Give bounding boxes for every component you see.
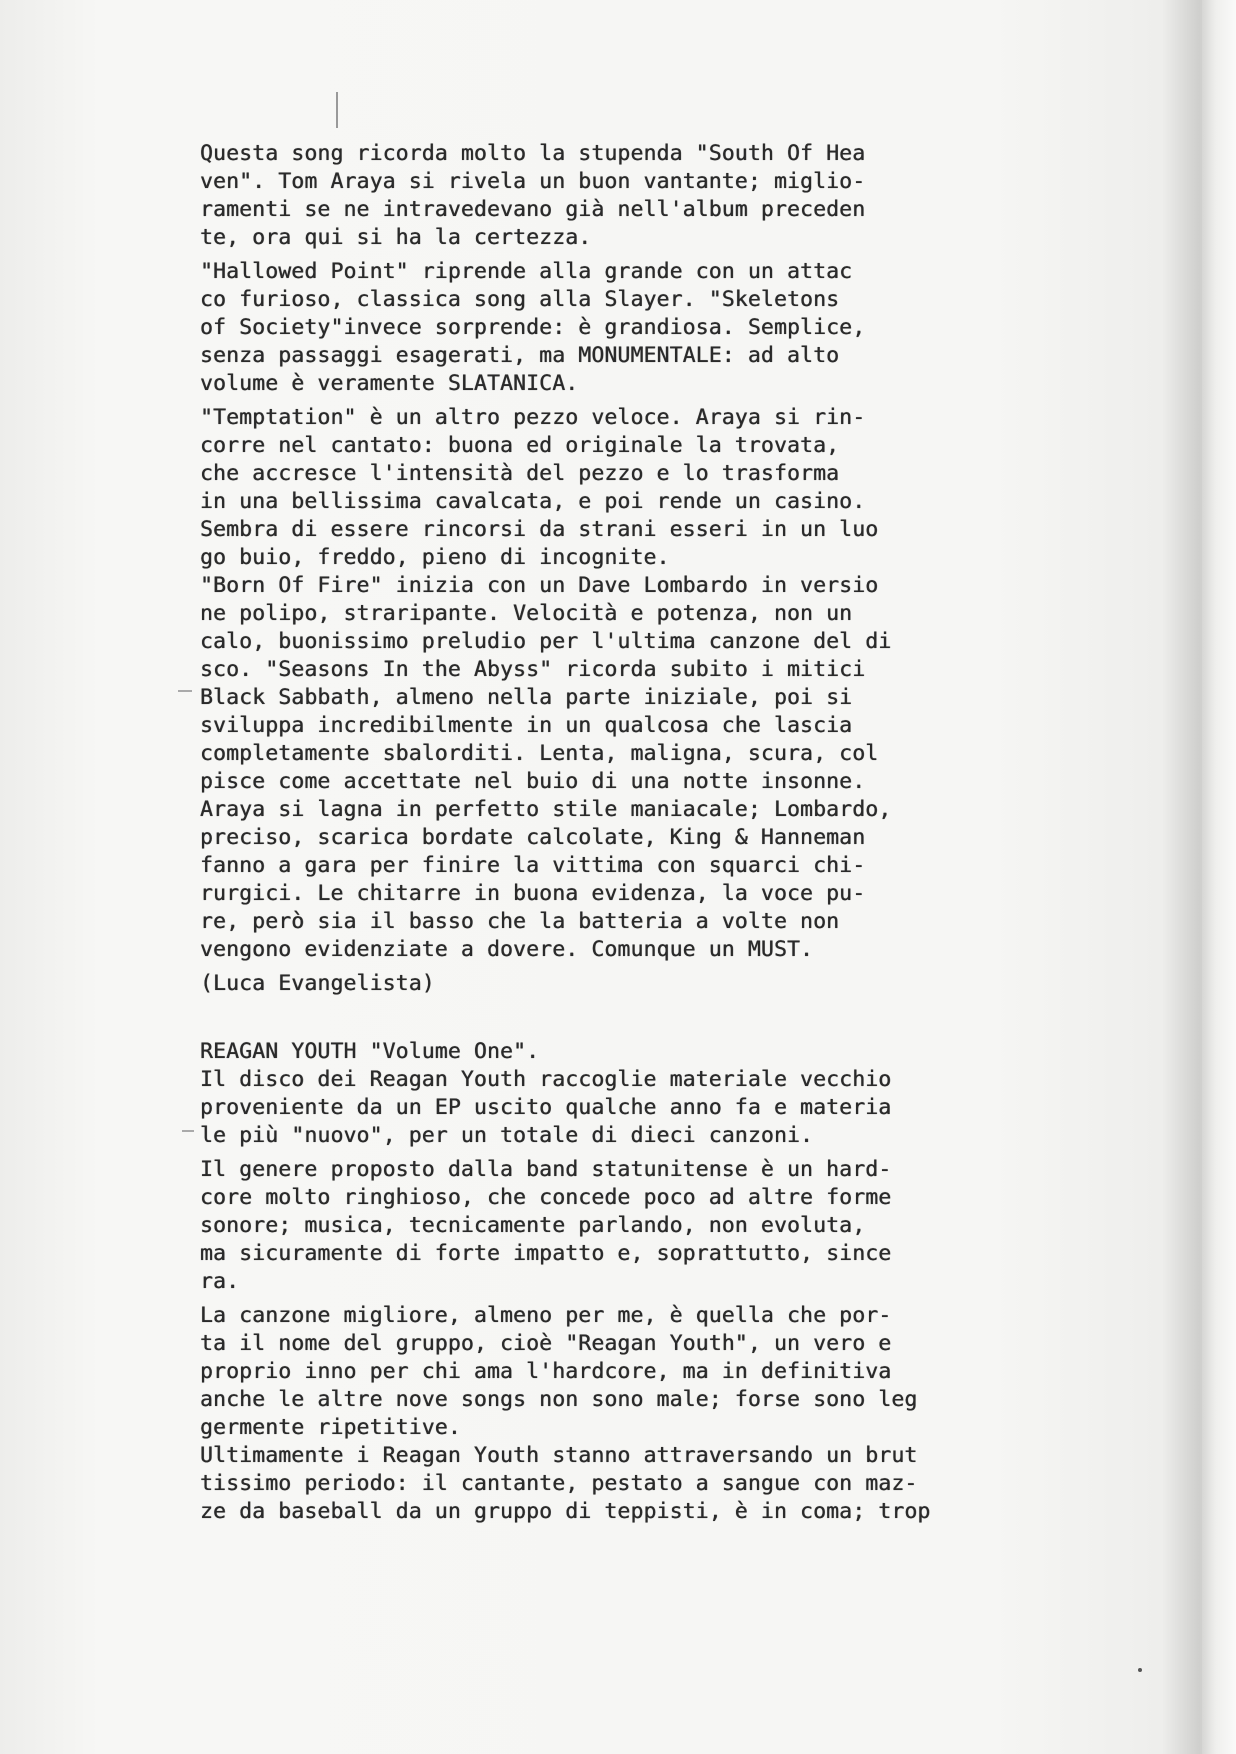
text-line: of Society"invece sorprende: è grandiosa. Semplice, (200, 315, 866, 340)
review-heading: REAGAN YOUTH "Volume One". (200, 1039, 540, 1064)
review-paragraph (200, 1066, 1030, 1150)
author-signature: (Luca Evangelista) (200, 971, 435, 996)
scan-artifact-dot (1138, 1668, 1142, 1672)
text-line: sonore; musica, tecnicamente parlando, non evoluta, (200, 1213, 866, 1238)
text-line: corre nel cantato: buona ed originale la trovata, (200, 433, 840, 458)
typewritten-text (200, 140, 1030, 1532)
review-paragraph (200, 1302, 1030, 1526)
text-line: co furioso, classica song alla Slayer. "Skeletons (200, 287, 840, 312)
text-line: proprio inno per chi ama l'hardcore, ma in definitiva (200, 1359, 892, 1384)
text-line: go buio, freddo, pieno di incognite. (200, 545, 670, 570)
review-paragraph (200, 404, 1030, 964)
text-line: preciso, scarica bordate calcolate, King & Hanneman (200, 825, 866, 850)
scan-artifact-mark (178, 690, 192, 692)
text-line: La canzone migliore, almeno per me, è quella che por- (200, 1303, 892, 1328)
text-line: calo, buonissimo preludio per l'ultima canzone del di (200, 629, 892, 654)
text-line: Ultimamente i Reagan Youth stanno attraversando un brut (200, 1443, 918, 1468)
text-line: ven". Tom Araya si rivela un buon vantante; miglio- (200, 169, 866, 194)
review-paragraph (200, 140, 1030, 252)
text-line: sviluppa incredibilmente in un qualcosa che lascia (200, 713, 853, 738)
text-line: germente ripetitive. (200, 1415, 461, 1440)
text-line: senza passaggi esagerati, ma MONUMENTALE: ad alto (200, 343, 840, 368)
text-line: Il disco dei Reagan Youth raccoglie materiale vecchio (200, 1067, 892, 1092)
text-line: ze da baseball da un gruppo di teppisti, è in coma; trop (200, 1499, 931, 1524)
scan-artifact-mark (182, 1130, 194, 1132)
text-line: che accresce l'intensità del pezzo e lo trasforma (200, 461, 840, 486)
text-line: "Born Of Fire" inizia con un Dave Lombardo in versio (200, 573, 879, 598)
text-line: vengono evidenziate a dovere. Comunque un MUST. (200, 937, 814, 962)
review-paragraph (200, 1156, 1030, 1296)
text-line: anche le altre nove songs non sono male; forse sono leg (200, 1387, 918, 1412)
text-line: tissimo periodo: il cantante, pestato a sangue con maz- (200, 1471, 918, 1496)
text-line: completamente sbalorditi. Lenta, maligna, scura, col (200, 741, 879, 766)
text-line: te, ora qui si ha la certezza. (200, 225, 592, 250)
text-line: re, però sia il basso che la batteria a volte non (200, 909, 840, 934)
text-line: Sembra di essere rincorsi da strani esseri in un luo (200, 517, 879, 542)
review-paragraph (200, 258, 1030, 398)
text-line: ramenti se ne intravedevano già nell'album preceden (200, 197, 866, 222)
text-line: proveniente da un EP uscito qualche anno fa e materia (200, 1095, 892, 1120)
section-gap (200, 1004, 1030, 1038)
text-line: Questa song ricorda molto la stupenda "South Of Hea (200, 141, 866, 166)
text-line: core molto ringhioso, che concede poco ad altre forme (200, 1185, 892, 1210)
text-line: Il genere proposto dalla band statunitense è un hard- (200, 1157, 892, 1182)
scan-artifact-mark (336, 92, 338, 128)
text-line: rurgici. Le chitarre in buona evidenza, la voce pu- (200, 881, 866, 906)
text-line: volume è veramente SLATANICA. (200, 371, 579, 396)
text-line: "Temptation" è un altro pezzo veloce. Araya si rin- (200, 405, 866, 430)
text-line: Araya si lagna in perfetto stile maniacale; Lombardo, (200, 797, 892, 822)
text-line: ne polipo, straripante. Velocità e potenza, non un (200, 601, 853, 626)
text-line: sco. "Seasons In the Abyss" ricorda subito i mitici (200, 657, 866, 682)
page-edge-shadow (1202, 0, 1236, 1754)
text-line: le più "nuovo", per un totale di dieci canzoni. (200, 1123, 814, 1148)
text-line: Black Sabbath, almeno nella parte iniziale, poi si (200, 685, 853, 710)
text-line: ma sicuramente di forte impatto e, soprattutto, since (200, 1241, 892, 1266)
text-line: "Hallowed Point" riprende alla grande con un attac (200, 259, 853, 284)
text-line: fanno a gara per finire la vittima con squarci chi- (200, 853, 866, 878)
text-line: ra. (200, 1269, 240, 1294)
text-line: pisce come accettate nel buio di una notte insonne. (200, 769, 866, 794)
text-line: in una bellissima cavalcata, e poi rende un casino. (200, 489, 866, 514)
review-author (200, 970, 1030, 998)
text-line: ta il nome del gruppo, cioè "Reagan Youth", un vero e (200, 1331, 892, 1356)
